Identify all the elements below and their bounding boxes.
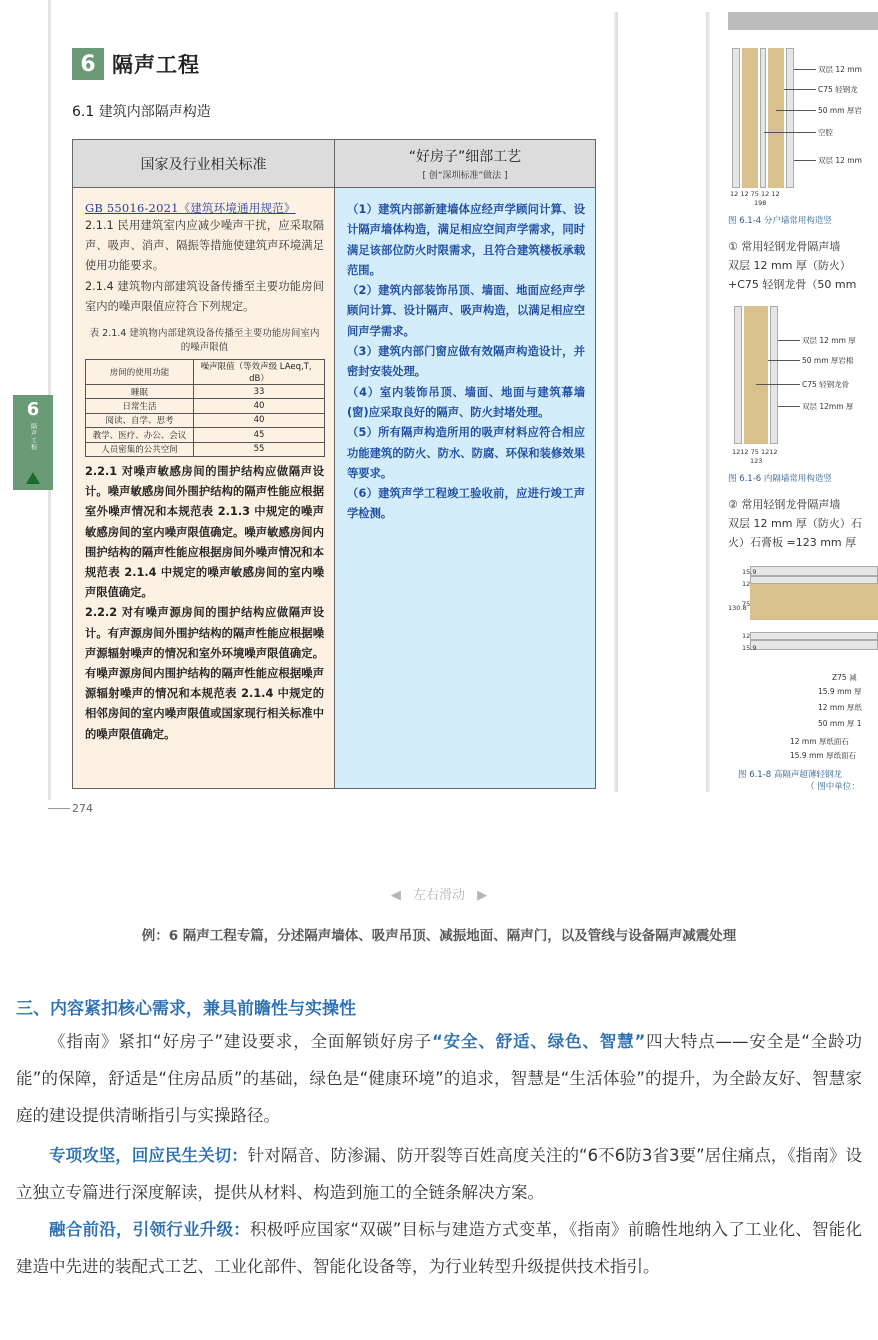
- fig2-desc-line: 双层 12 mm 厚（防火）石: [728, 517, 862, 530]
- fig3-label: 50 mm 厚 1: [818, 719, 862, 728]
- fig2-caption: 图 6.1-6 内隔墙常用构造竖: [728, 474, 832, 484]
- highlight-text: “安全、舒适、绿色、智慧”: [432, 1032, 646, 1051]
- section-heading: 三、内容紧扣核心需求，兼具前瞻性与实操性: [16, 999, 356, 1019]
- leader-line: [768, 360, 800, 361]
- craft-item-6: （6）建筑声学工程竣工验收前，应进行竣工声学检测。: [347, 487, 585, 521]
- fig2-label: 双层 12 mm 厚: [802, 336, 856, 345]
- standards-table: [72, 139, 596, 789]
- paragraph-text: 积极呼应国家“双碳”目标与建造方式变革，《指南》前瞻性地纳入了工业化、智能化建造中先进的装配式工艺、工业化部件、智能化设备等，为行业转型升级提供技术指引。: [16, 1220, 862, 1276]
- gypsum-board: [750, 632, 878, 640]
- gypsum-board: [750, 576, 878, 584]
- fig3-dimension: 75: [742, 600, 751, 608]
- chapter-title: [72, 48, 200, 80]
- table-cell: 日常生活: [86, 399, 194, 413]
- fig1-label: 双层 12 mm: [818, 156, 862, 165]
- fig1-label: 空腔: [818, 128, 833, 137]
- fig1-label: 50 mm 厚岩: [818, 106, 862, 115]
- fig1-label: 双层 12 mm: [818, 65, 862, 74]
- fig2-label: C75 轻钢龙骨: [802, 380, 850, 389]
- fig2-label: 50 mm 厚岩棉: [802, 356, 854, 365]
- highlight-text: 融合前沿，引领行业升级：: [49, 1220, 250, 1239]
- fig1-total-dimension: 198: [754, 199, 767, 207]
- fig1-label: C75 轻钢龙: [818, 85, 858, 94]
- fig3-dimension: 12: [742, 632, 751, 640]
- chapter-number-badge: 6: [72, 48, 104, 80]
- table-cell: 阅读、自学、思考: [86, 413, 194, 427]
- triangle-up-icon: [26, 472, 40, 484]
- clause-2-1-4: 2.1.4 建筑物内部建筑设备传播至主要功能房间室内的噪声限值应符合下列规定。: [85, 279, 324, 313]
- cavity: [760, 48, 766, 188]
- noise-limit-table: [85, 359, 325, 457]
- craft-item-5: （5）所有隔声构造所用的吸声材料应符合相应功能建筑的防火、防水、防腐、环保和装修效果等要求。: [347, 426, 585, 480]
- craft-item-1: （1）建筑内部新建墙体应经声学顾问计算、设计隔声墙体构造，满足相应空间声学需求，同时满足该部位防火时限需求，且符合建筑楼板承载范围。: [347, 203, 585, 277]
- fig3-label: 15.9 mm 厚: [818, 687, 862, 696]
- fig3-label: 15.9 mm 厚纸面石: [790, 751, 857, 760]
- fig1-desc-line: +C75 轻钢龙骨（50 mm: [728, 278, 857, 291]
- book-page-left: [48, 0, 618, 825]
- gypsum-board: [786, 48, 794, 188]
- standard-reference: GB 55016-2021《建筑环境通用规范》: [85, 201, 296, 215]
- fig2-total-dimension: 123: [750, 457, 763, 465]
- leader-line: [764, 132, 816, 133]
- leader-line: [784, 89, 816, 90]
- page-header-bar: [728, 12, 878, 30]
- swipe-hint[interactable]: [0, 884, 878, 903]
- header-good-house-title: “好房子”细部工艺: [408, 149, 522, 165]
- book-page-right: [706, 0, 878, 800]
- standards-table-header: [73, 140, 595, 188]
- fig2-desc-line: 火）石膏板 =123 mm 厚: [728, 536, 857, 549]
- table-header-cell: 噪声限值（等效声级 LAeq,T，dB）: [194, 360, 325, 385]
- article-paragraph-1: [16, 1023, 862, 1134]
- table-row: [86, 442, 325, 456]
- table-cell: 教学、医疗、办公、会议: [86, 428, 194, 442]
- leader-line: [778, 406, 800, 407]
- rock-wool-layer: [768, 48, 784, 188]
- table-cell: 40: [194, 399, 325, 413]
- gypsum-board: [750, 566, 878, 576]
- chapter-side-tab: [13, 395, 53, 490]
- fig3-label: 12 mm 厚纸: [818, 703, 862, 712]
- page-gutter-right: [706, 12, 710, 792]
- fig3-dimension: 15.9: [742, 568, 757, 576]
- table-cell: 40: [194, 413, 325, 427]
- section-title: 6.1 建筑内部隔声构造: [72, 104, 211, 120]
- good-house-column: [335, 188, 595, 788]
- craft-item-3: （3）建筑内部门窗应做有效隔声构造设计，并密封安装处理。: [347, 345, 585, 379]
- fig1-desc-line: ① 常用轻钢龙骨隔声墙: [728, 240, 841, 253]
- paragraph-text: 《指南》紧扣“好房子”建设要求，全面解锁好房子: [49, 1032, 432, 1051]
- table-cell: 睡眠: [86, 385, 194, 399]
- fig3-label: Z75 减: [832, 673, 857, 682]
- table-cell: 33: [194, 385, 325, 399]
- table-row: [86, 360, 325, 385]
- leader-line: [794, 160, 816, 161]
- rock-wool-layer: [744, 306, 768, 444]
- gypsum-board: [770, 306, 778, 444]
- table-header-cell: 房间的使用功能: [86, 360, 194, 385]
- standards-table-body: [73, 188, 595, 788]
- carousel-caption: 例：6 隔声工程专篇，分述隔声墙体、吸声吊顶、减振地面、隔声门，以及管线与设备隔声减震处理: [141, 928, 737, 944]
- side-tab-label: 隔声工程: [29, 423, 37, 451]
- clause-2-1-1: 2.1.1 民用建筑室内应减少噪声干扰，应采取隔声、吸声、消声、隔振等措施使建筑声环境满足使用功能要求。: [85, 219, 324, 273]
- table-cell: 人员密集的公共空间: [86, 442, 194, 456]
- table-row: [86, 385, 325, 399]
- leader-line: [794, 69, 816, 70]
- caret-right-icon: ▶: [477, 888, 488, 903]
- page-number-rule: [48, 808, 70, 809]
- rock-wool-layer: [750, 584, 878, 620]
- article-paragraph-3: [16, 1211, 862, 1285]
- fig2-dimensions: 1212 75 1212: [732, 448, 778, 456]
- chapter-name: 隔声工程: [112, 53, 200, 77]
- fig2-desc-line: ② 常用轻钢龙骨隔声墙: [728, 498, 841, 511]
- leader-line: [778, 340, 800, 341]
- craft-item-2: （2）建筑内部装饰吊顶、墙面、地面应经声学顾问计算、设计隔声、吸声构造，以满足相应空间声学需求。: [347, 284, 585, 338]
- fig3-label: 12 mm 厚纸面石: [790, 737, 849, 746]
- fig3-dimension: 130.8: [728, 604, 747, 612]
- fig2-label: 双层 12mm 厚: [802, 402, 854, 411]
- table-row: [86, 399, 325, 413]
- gypsum-board: [734, 306, 742, 444]
- rock-wool-layer: [742, 48, 758, 188]
- page-number: 274: [72, 802, 93, 815]
- highlight-text: 专项攻坚，回应民生关切：: [49, 1146, 248, 1165]
- header-good-house-craft: [335, 140, 595, 187]
- fig3-caption-units: （ 图中单位：: [806, 782, 860, 792]
- table-cell: 55: [194, 442, 325, 456]
- leader-line: [756, 384, 800, 385]
- fig3-dimension: 15.9: [742, 644, 757, 652]
- article-paragraph-2: [16, 1137, 862, 1211]
- page-gutter: [614, 12, 618, 792]
- swipe-hint-text: 左右滑动: [412, 888, 465, 903]
- fig1-desc-line: 双层 12 mm 厚（防火）: [728, 259, 851, 272]
- leader-line: [776, 110, 816, 111]
- fig3-caption: 图 6.1-8 高隔声超薄轻钢龙: [738, 770, 842, 780]
- national-standards-column: [73, 188, 335, 788]
- table-row: [86, 413, 325, 427]
- header-national-standards: 国家及行业相关标准: [73, 140, 335, 187]
- fig3-dimension: 12: [742, 580, 751, 588]
- table-row: [86, 428, 325, 442]
- table-cell: 45: [194, 428, 325, 442]
- gypsum-board: [732, 48, 740, 188]
- craft-item-4: （4）室内装饰吊顶、墙面、地面与建筑幕墙(窗)应采取良好的隔声、防火封堵处理。: [347, 385, 585, 419]
- gypsum-board: [750, 640, 878, 650]
- paragraph-text: 四大特点——安全是“全龄功能”的保障，舒适是“住房品质”的基础，绿色是“健康环境”的追求，智慧是“生活体验”的提升，为全龄友好、智慧家庭的建设提供清晰指引与实操路径。: [16, 1032, 862, 1125]
- clause-2-2-1: 2.2.1 对噪声敏感房间的围护结构应做隔声设计。噪声敏感房间外围护结构的隔声性能应根据室外噪声情况和本规范表 2.1.3 中规定的噪声敏感房间的室内噪声限值确定。噪声敏感房间内围护结构的隔声性能应根据房间外噪声情况和本规范表 2.1.4 中规定的噪声敏感房间的室内噪声限值确定。: [85, 464, 324, 600]
- fig1-dimensions: 12 12 75 12 12: [730, 190, 780, 198]
- fig1-caption: 图 6.1-4 分户墙常用构造竖: [728, 216, 832, 226]
- paragraph-text: 针对隔音、防渗漏、防开裂等百姓高度关注的“6不6防3省3要”居住痛点，《指南》设立独立专篇进行深度解读，提供从材料、构造到施工的全链条解决方案。: [16, 1146, 863, 1202]
- side-tab-number: 6: [26, 399, 40, 420]
- clause-2-2-2: 2.2.2 对有噪声源房间的围护结构应做隔声设计。有声源房间外围护结构的隔声性能应根据噪声源辐射噪声的情况和室外环境噪声限值确定。有噪声源房间内围护结构的隔声性能应根据噪声源辐射噪声的情况和本规范表 2.1.4 中规定的相邻房间的室内噪声限值或国家现行相关标准中的噪声限值确定。: [85, 606, 324, 741]
- header-good-house-subtitle: [ 创“深圳标准”做法 ]: [422, 171, 508, 181]
- caret-left-icon: ◀: [390, 888, 401, 903]
- noise-table-caption: 表 2.1.4 建筑物内部建筑设备传播至主要功能房间室内的噪声限值: [89, 328, 320, 354]
